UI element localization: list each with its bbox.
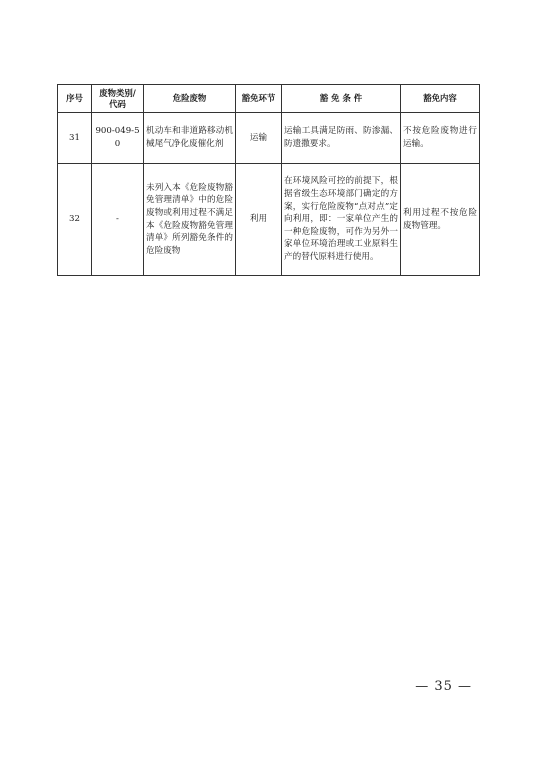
cell-content: 利用过程不按危险废物管理。	[401, 164, 480, 276]
cell-seq: 31	[58, 113, 92, 164]
header-conditions: 豁 免 条 件	[282, 85, 401, 113]
table-row	[58, 164, 480, 276]
cell-content: 不按危险废物进行运输。	[401, 113, 480, 164]
cell-stage: 利用	[236, 164, 282, 276]
header-stage: 豁免环节	[236, 85, 282, 113]
table-header-row	[58, 85, 480, 113]
header-content: 豁免内容	[401, 85, 480, 113]
cell-conditions: 运输工具满足防雨、防渗漏、防遗撒要求。	[282, 113, 401, 164]
header-category-line1: 废物类别/	[99, 87, 136, 98]
header-waste: 危险废物	[144, 85, 236, 113]
cell-waste: 机动车和非道路移动机械尾气净化废催化剂	[144, 113, 236, 164]
cell-waste: 未列入本《危险废物豁免管理清单》中的危险废物或利用过程不满足本《危险废物豁免管理清单》所列豁免条件的危险废物	[144, 164, 236, 276]
header-category-line2: 代码	[109, 98, 126, 109]
cell-stage: 运输	[236, 113, 282, 164]
page-number: — 35 —	[415, 679, 472, 694]
table-row	[58, 113, 480, 164]
cell-code: 900-049-50	[92, 113, 144, 164]
cell-code: -	[92, 164, 144, 276]
hazardous-waste-exemption-table	[57, 84, 480, 276]
cell-conditions: 在环境风险可控的前提下，根据省级生态环境部门确定的方案，实行危险废物“点对点”定向利用，即：一家单位产生的一种危险废物，可作为另外一家单位环境治理或工业原料生产的替代原料进行使用。	[282, 164, 401, 276]
header-seq: 序号	[58, 85, 92, 113]
header-category	[92, 85, 144, 113]
cell-seq: 32	[58, 164, 92, 276]
